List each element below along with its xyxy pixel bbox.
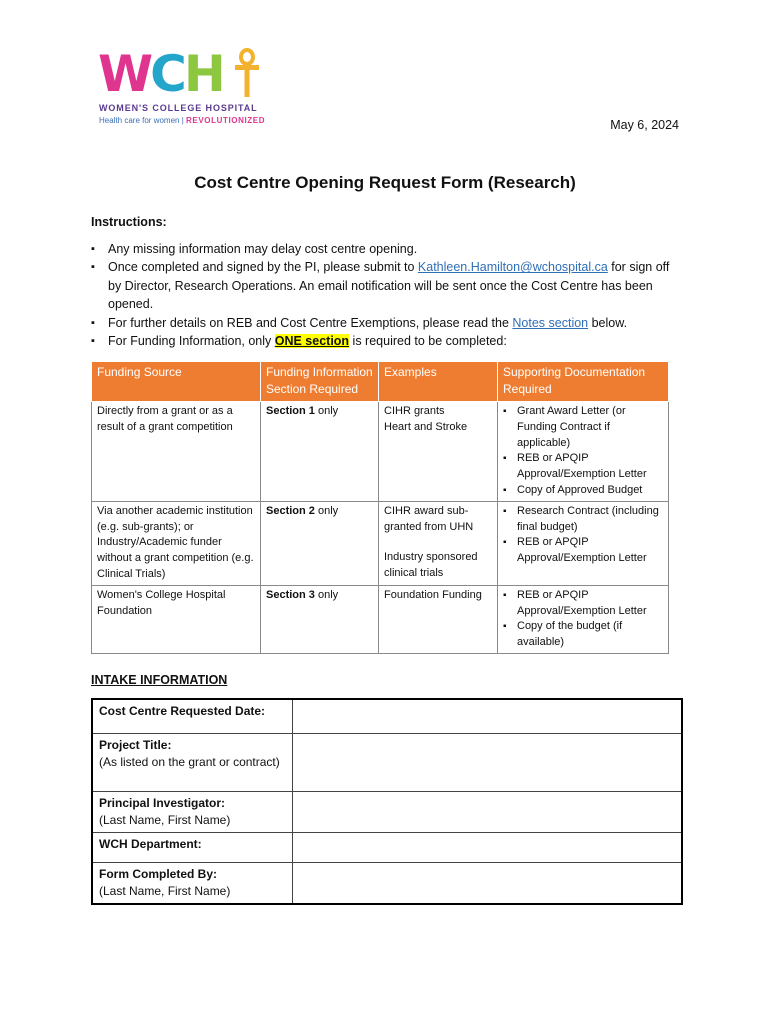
table-row [92,501,669,585]
section-suffix: only [314,588,339,601]
intake-form-table [91,698,683,905]
funding-header-row [92,362,669,402]
one-section-highlight: ONE section [274,334,350,349]
example-item: CIHR grants [384,405,445,417]
funding-table [91,361,669,654]
header-supporting-docs: Supporting Documentation Required [498,362,669,402]
notes-section-link[interactable]: Notes section [512,315,589,330]
department-field[interactable] [293,832,683,862]
email-link[interactable]: Kathleen.Hamilton@wchospital.ca [417,260,608,275]
ankh-icon [232,48,262,98]
instruction-text: Once completed and signed by the PI, please submit to [108,260,418,275]
table-row [92,585,669,653]
document-date: May 6, 2024 [610,118,679,132]
logo-tagline-text: Health care for women [99,116,180,125]
intake-row [92,733,682,791]
instruction-text: is required to be completed: [349,334,507,349]
section-suffix: only [314,504,339,517]
header-examples: Examples [379,362,498,402]
intake-label-cell [92,733,293,791]
section-cell [261,501,379,585]
field-label: Form Completed By: [99,866,218,881]
instruction-text: for sign off by Director, Research Operations. An email notification will be sent once the Cost Centre has been opened. [108,260,670,312]
intake-label-cell [92,699,293,733]
intake-row [92,699,682,733]
logo-tagline-accent: REVOLUTIONIZED [186,116,266,125]
examples-cell [379,501,498,585]
doc-item: ▪ Grant Award Letter (or Funding Contract if applicable) [503,404,663,451]
doc-item: ▪ Copy of the budget (if available) [503,619,663,651]
examples-cell [379,402,498,502]
docs-cell [498,501,669,585]
example-item: CIHR award sub-granted from UHN [384,504,474,533]
header-section-required: Funding Information Section Required [261,362,379,402]
field-label: WCH Department: [99,836,202,851]
examples-cell [379,585,498,653]
field-label: Project Title: [99,737,172,752]
project-title-field[interactable] [293,733,683,791]
intake-heading: INTAKE INFORMATION [91,673,228,687]
instructions-list [91,240,681,350]
instruction-text: For Funding Information, only [108,334,275,349]
intake-label-cell [92,832,293,862]
instruction-item [91,240,681,258]
section-cell [261,585,379,653]
instruction-text: below. [588,315,628,330]
doc-item: ▪ REB or APQIP Approval/Exemption Letter [503,588,663,620]
instruction-item [91,258,681,313]
intake-row [92,791,682,832]
table-row [92,402,669,502]
requested-date-field[interactable] [293,699,683,733]
logo-letters [98,46,223,102]
funding-source-cell: Via another academic institution (e.g. sub-grants); or Industry/Academic funder without a grant competition (e.g. Clinical Trials) [92,501,261,585]
intake-label-cell [92,862,293,904]
logo-hospital-name: WOMEN'S COLLEGE HOSPITAL [99,103,258,113]
logo-letter-w: W [98,45,151,103]
example-item: Heart and Stroke [384,420,468,433]
logo-letter-h: H [183,45,223,103]
wch-logo [98,46,268,130]
field-label: Cost Centre Requested Date: [99,704,266,718]
section-label: Section 2 [266,504,315,517]
docs-cell [498,585,669,653]
logo-letter-c: C [150,45,184,103]
funding-source-cell: Women's College Hospital Foundation [92,585,261,653]
logo-tagline: Health care for women | REVOLUTIONIZED [99,116,266,125]
doc-item: ▪ REB or APQIP Approval/Exemption Letter [503,535,663,567]
intake-row [92,862,682,904]
field-sublabel: (Last Name, First Name) [99,812,231,827]
doc-item: ▪ Research Contract (including final budget) [503,504,663,536]
field-sublabel: (Last Name, First Name) [99,883,231,898]
form-completed-by-field[interactable] [293,862,683,904]
instruction-item [91,314,681,332]
principal-investigator-field[interactable] [293,791,683,832]
section-label: Section 3 [266,588,315,601]
header-funding-source: Funding Source [92,362,261,402]
section-suffix: only [314,405,339,417]
field-label: Principal Investigator: [99,795,226,810]
instruction-text: For further details on REB and Cost Centre Exemptions, please read the [108,315,513,330]
docs-cell [498,402,669,502]
instructions-heading: Instructions: [91,215,167,229]
funding-source-cell: Directly from a grant or as a result of a grant competition [92,402,261,502]
example-item: Industry sponsored clinical trials [384,551,478,580]
doc-item: ▪ REB or APQIP Approval/Exemption Letter [503,451,663,483]
page-title: Cost Centre Opening Request Form (Research) [194,173,576,192]
instruction-text: Any missing information may delay cost centre opening. [108,242,418,256]
section-label: Section 1 [266,405,315,417]
intake-label-cell [92,791,293,832]
instruction-item [91,332,681,350]
intake-row [92,832,682,862]
doc-item: ▪ Copy of Approved Budget [503,483,663,499]
example-item: Foundation Funding [384,588,482,601]
field-sublabel: (As listed on the grant or contract) [99,754,280,769]
section-cell [261,402,379,502]
